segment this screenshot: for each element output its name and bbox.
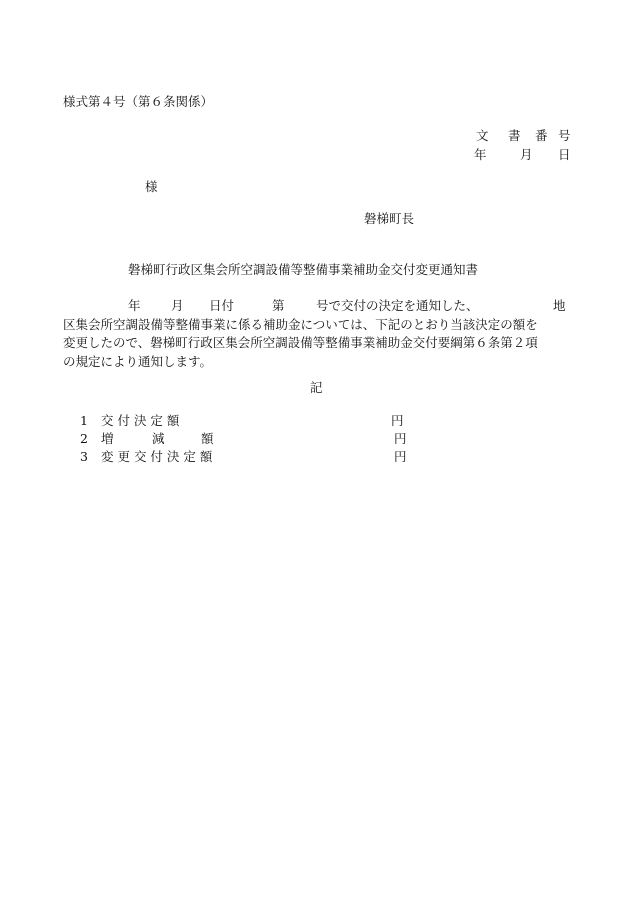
addressee-suffix: 様: [145, 179, 158, 194]
item-number: 1: [80, 413, 88, 428]
body-text: [63, 297, 567, 371]
document-title: 磐梯町行政区集会所空調設備等整備事業補助金交付変更通知書: [128, 262, 479, 277]
item-unit: 円: [391, 413, 404, 428]
ki-heading: 記: [310, 380, 323, 395]
item-label: 額: [201, 431, 214, 446]
body-year: 年: [128, 298, 141, 313]
date-month: 月: [520, 147, 533, 162]
body-line: [63, 297, 567, 316]
document-number-char: 文: [476, 128, 489, 143]
item-label: 交 付 決 定 額: [101, 413, 180, 428]
item-label: 増: [101, 431, 114, 446]
body-line: の規定により通知します。: [63, 353, 213, 369]
date-day: 日: [558, 147, 571, 162]
body-month: 月: [171, 298, 184, 313]
item-label: 変 更 交 付 決 定 額: [101, 449, 213, 464]
item-label: 減: [152, 431, 165, 446]
item-unit: 円: [394, 431, 407, 446]
body-line: 変更したので、磐梯町行政区集会所空調設備等整備事業補助金交付要綱第６条第２項: [63, 335, 538, 350]
body-number-prefix: 第: [272, 298, 285, 313]
form-label: 様式第４号（第６条関係）: [63, 94, 214, 109]
issuer-name: 磐梯町長: [364, 211, 415, 226]
document-number-char: 書: [508, 128, 521, 143]
body-district: 地: [553, 298, 566, 313]
item-number: 3: [80, 449, 88, 464]
date-year: 年: [474, 147, 487, 162]
item-number: 2: [80, 431, 88, 446]
item-unit: 円: [394, 449, 407, 464]
body-notice-text: 号で交付の決定を通知した、: [316, 298, 479, 313]
document-number-char: 番: [535, 128, 548, 143]
body-day-dated: 日付: [209, 298, 235, 313]
body-line: 区集会所空調設備等整備事業に係る補助金については、下記のとおり当該決定の額を: [63, 316, 538, 332]
document-number-char: 号: [558, 128, 571, 143]
